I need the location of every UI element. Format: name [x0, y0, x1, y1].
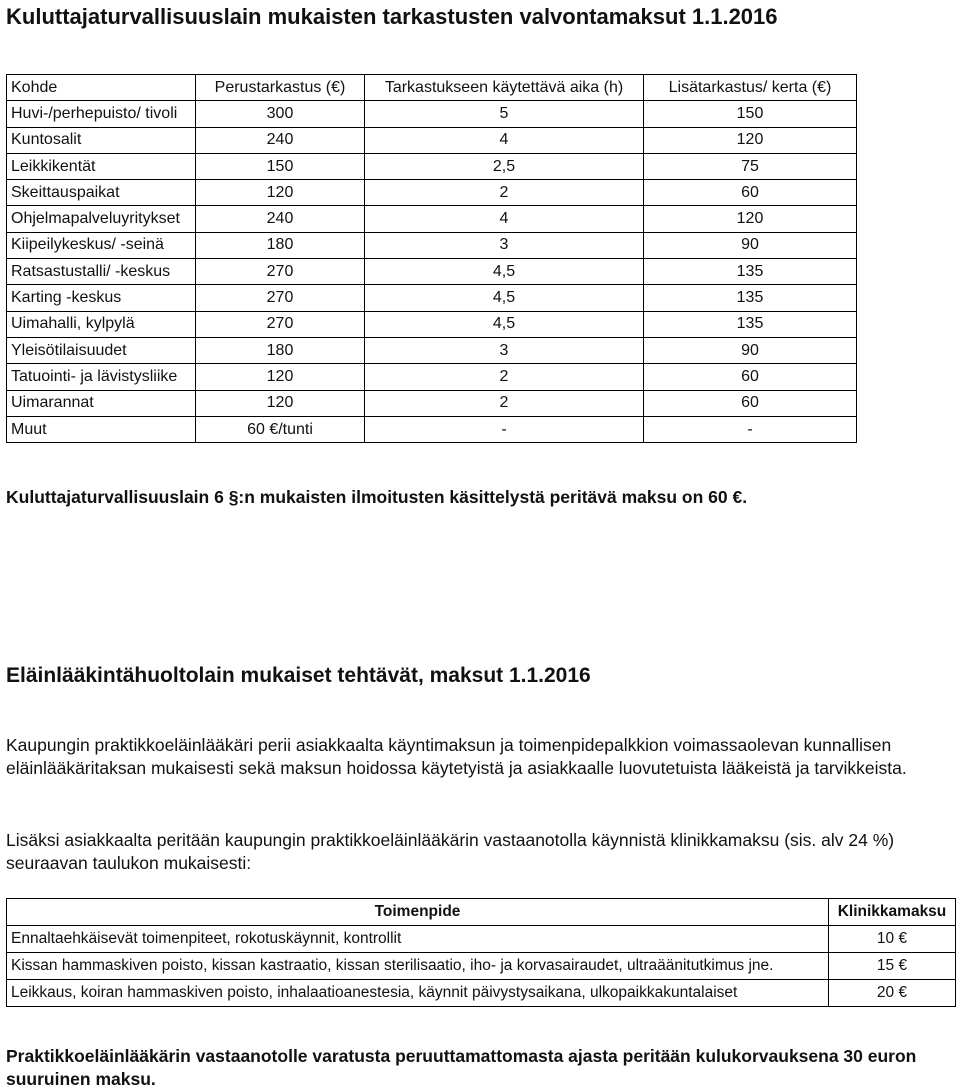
- table-row: [7, 232, 857, 258]
- kohde-cell: Yleisötilaisuudet: [7, 337, 196, 363]
- table-row: [7, 180, 857, 206]
- table-row: [7, 206, 857, 232]
- lisatarkastus-cell: 60: [644, 390, 857, 416]
- kohde-cell: Kuntosalit: [7, 127, 196, 153]
- column-header-toimenpide: Toimenpide: [7, 899, 829, 926]
- kohde-cell: Kiipeilykeskus/ -seinä: [7, 232, 196, 258]
- section-title-vet: Eläinlääkintähuoltolain mukaiset tehtävät, maksut 1.1.2016: [6, 664, 591, 687]
- table-row: [7, 127, 857, 153]
- table-row: [7, 259, 857, 285]
- table-row: [7, 980, 956, 1007]
- table-row: [7, 416, 857, 442]
- aika-cell: 4: [365, 127, 644, 153]
- perustarkastus-cell: 270: [196, 311, 365, 337]
- inspection-fees-table: [6, 74, 857, 443]
- perustarkastus-cell: 270: [196, 285, 365, 311]
- lisatarkastus-cell: 60: [644, 180, 857, 206]
- aika-cell: 2: [365, 390, 644, 416]
- vet-paragraph-2: Lisäksi asiakkaalta peritään kaupungin praktikkoeläinlääkärin vastaanotolla käynnistä klinikkamaksu (sis. alv 24 %) seuraavan taulukon mukaisesti:: [6, 830, 895, 873]
- perustarkastus-cell: 180: [196, 232, 365, 258]
- aika-cell: 4,5: [365, 259, 644, 285]
- table-header-row: [7, 75, 857, 101]
- vet-paragraph-1: Kaupungin praktikkoeläinlääkäri perii asiakkaalta käyntimaksun ja toimenpidepalkkion voimassaolevan kunnallisen eläinlääkäritaksan mukaisesti sekä maksun hoidossa käytetyistä ja asiakkaalle luovutetuista lääkeistä ja tarvikkeista.: [6, 735, 907, 778]
- lisatarkastus-cell: -: [644, 416, 857, 442]
- kohde-cell: Ohjelmapalveluyritykset: [7, 206, 196, 232]
- kohde-cell: Uimarannat: [7, 390, 196, 416]
- perustarkastus-cell: 150: [196, 153, 365, 179]
- notification-fee-note: Kuluttajaturvallisuuslain 6 §:n mukaisten ilmoitusten käsittelystä peritävä maksu on 60 €.: [6, 487, 748, 507]
- perustarkastus-cell: 120: [196, 180, 365, 206]
- kohde-cell: Ratsastustalli/ -keskus: [7, 259, 196, 285]
- column-header-lisatarkastus: Lisätarkastus/ kerta (€): [644, 75, 857, 101]
- aika-cell: 2: [365, 364, 644, 390]
- toimenpide-cell: Leikkaus, koiran hammaskiven poisto, inhalaatioanestesia, käynnit päivystysaikana, ulkopaikkakuntalaiset: [7, 980, 829, 1007]
- table-row: [7, 153, 857, 179]
- aika-cell: 2: [365, 180, 644, 206]
- lisatarkastus-cell: 120: [644, 127, 857, 153]
- lisatarkastus-cell: 60: [644, 364, 857, 390]
- perustarkastus-cell: 60 €/tunti: [196, 416, 365, 442]
- column-header-klinikkamaksu: Klinikkamaksu: [829, 899, 956, 926]
- kohde-cell: Skeittauspaikat: [7, 180, 196, 206]
- perustarkastus-cell: 300: [196, 101, 365, 127]
- table-row: [7, 953, 956, 980]
- lisatarkastus-cell: 150: [644, 101, 857, 127]
- aika-cell: 5: [365, 101, 644, 127]
- klinikkamaksu-cell: 20 €: [829, 980, 956, 1007]
- lisatarkastus-cell: 75: [644, 153, 857, 179]
- perustarkastus-cell: 180: [196, 337, 365, 363]
- cancellation-fee-note: Praktikkoeläinlääkärin vastaanotolle varatusta peruuttamattomasta ajasta peritään kulukorvauksena 30 euron suuruinen maksu.: [6, 1046, 917, 1089]
- table-row: [7, 101, 857, 127]
- column-header-aika: Tarkastukseen käytettävä aika (h): [365, 75, 644, 101]
- perustarkastus-cell: 240: [196, 206, 365, 232]
- table-row: [7, 337, 857, 363]
- table-row: [7, 311, 857, 337]
- lisatarkastus-cell: 135: [644, 285, 857, 311]
- aika-cell: 2,5: [365, 153, 644, 179]
- kohde-cell: Uimahalli, kylpylä: [7, 311, 196, 337]
- lisatarkastus-cell: 135: [644, 311, 857, 337]
- column-header-perustarkastus: Perustarkastus (€): [196, 75, 365, 101]
- perustarkastus-cell: 240: [196, 127, 365, 153]
- klinikkamaksu-cell: 10 €: [829, 926, 956, 953]
- perustarkastus-cell: 120: [196, 364, 365, 390]
- lisatarkastus-cell: 135: [644, 259, 857, 285]
- perustarkastus-cell: 270: [196, 259, 365, 285]
- kohde-cell: Huvi-/perhepuisto/ tivoli: [7, 101, 196, 127]
- toimenpide-cell: Ennaltaehkäisevät toimenpiteet, rokotuskäynnit, kontrollit: [7, 926, 829, 953]
- aika-cell: 4,5: [365, 311, 644, 337]
- kohde-cell: Karting -keskus: [7, 285, 196, 311]
- aika-cell: 4,5: [365, 285, 644, 311]
- aika-cell: -: [365, 416, 644, 442]
- perustarkastus-cell: 120: [196, 390, 365, 416]
- lisatarkastus-cell: 90: [644, 232, 857, 258]
- page-title: Kuluttajaturvallisuuslain mukaisten tarkastusten valvontamaksut 1.1.2016: [6, 4, 778, 29]
- lisatarkastus-cell: 120: [644, 206, 857, 232]
- kohde-cell: Tatuointi- ja lävistysliike: [7, 364, 196, 390]
- table-row: [7, 285, 857, 311]
- kohde-cell: Muut: [7, 416, 196, 442]
- lisatarkastus-cell: 90: [644, 337, 857, 363]
- aika-cell: 3: [365, 232, 644, 258]
- table-row: [7, 926, 956, 953]
- toimenpide-cell: Kissan hammaskiven poisto, kissan kastraatio, kissan sterilisaatio, iho- ja korvasairaudet, ultraäänitutkimus jne.: [7, 953, 829, 980]
- klinikkamaksu-cell: 15 €: [829, 953, 956, 980]
- aika-cell: 3: [365, 337, 644, 363]
- table-row: [7, 364, 857, 390]
- column-header-kohde: Kohde: [7, 75, 196, 101]
- clinic-fee-table: [6, 898, 956, 1007]
- aika-cell: 4: [365, 206, 644, 232]
- table-row: [7, 390, 857, 416]
- kohde-cell: Leikkikentät: [7, 153, 196, 179]
- table-header-row: [7, 899, 956, 926]
